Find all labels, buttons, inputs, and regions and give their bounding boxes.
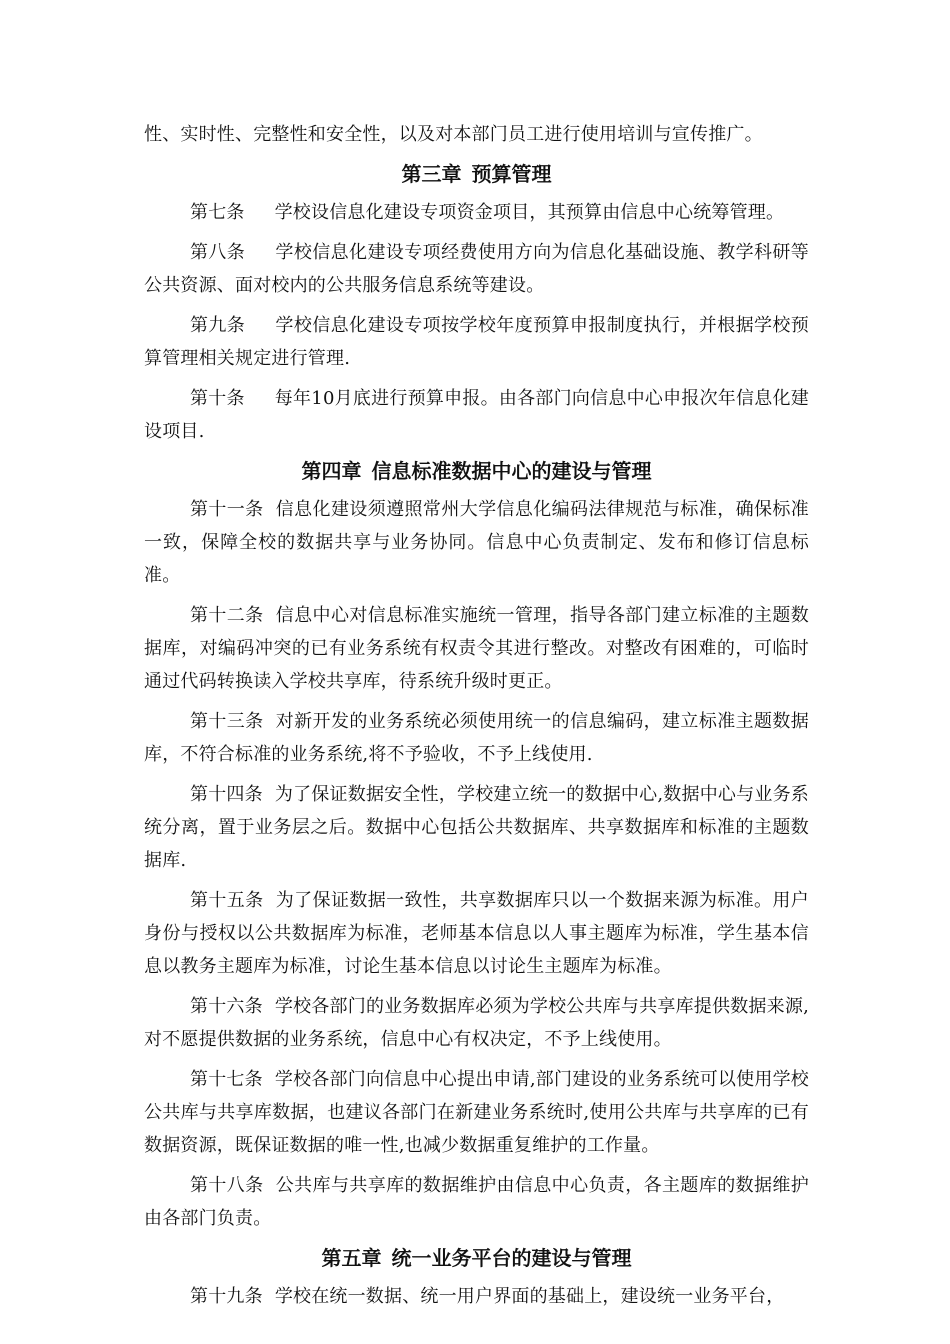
chapter-title: 预算管理 [471,162,552,186]
chapter-number: 第三章 [401,162,462,186]
article-8 [144,236,809,302]
article-17 [144,1063,809,1162]
chapter-5-heading [144,1240,809,1276]
article-number: 第十六条 [190,996,263,1017]
chapter-title: 统一业务平台的建设与管理 [391,1246,632,1270]
article-16 [144,990,809,1056]
article-text: 为了保证数据一致性，共享数据库只以一个数据来源为标准。用户身份与授权以公共数据库为标准，老师基本信息以人事主题库为标准，学生基本信息以教务主题库为标准，讨论生基本信息以讨论生主题库为标准。 [144,890,809,977]
article-9 [144,309,809,375]
chapter-3-heading [144,156,809,192]
article-text: 学校信息化建设专项按学校年度预算申报制度执行，并根据学校预算管理相关规定进行管理. [144,315,809,369]
article-15 [144,884,809,983]
article-18 [144,1169,809,1235]
article-14 [144,778,809,877]
article-text: 学校设信息化建设专项资金项目，其预算由信息中心统筹管理。 [274,202,785,223]
article-text: 对新开发的业务系统必须使用统一的信息编码，建立标准主题数据库，不符合标准的业务系统,将不予验收，不予上线使用. [144,711,809,765]
chapter-4-heading [144,453,809,489]
article-13 [144,705,809,771]
article-11 [144,493,809,592]
chapter-title: 信息标准数据中心的建设与管理 [371,459,652,483]
article-text: 信息化建设须遵照常州大学信息化编码法律规范与标准，确保标准一致，保障全校的数据共享与业务协同。信息中心负责制定、发布和修订信息标准。 [144,499,809,586]
article-number: 第十五条 [190,890,264,911]
article-text: 信息中心对信息标准实施统一管理，指导各部门建立标准的主题数据库，对编码冲突的已有业务系统有权责令其进行整改。对整改有困难的，可临时通过代码转换读入学校共享库，待系统升级时更正。 [144,605,809,692]
article-text: 为了保证数据安全性，学校建立统一的数据中心,数据中心与业务系统分离，置于业务层之后。数据中心包括公共数据库、共享数据库和标准的主题数据库. [144,784,809,871]
document-page [144,118,809,1313]
article-number: 第十四条 [190,784,263,805]
article-number: 第十七条 [190,1069,263,1090]
article-text: 学校信息化建设专项经费使用方向为信息化基础设施、教学科研等公共资源、面对校内的公共服务信息系统等建设。 [144,242,809,296]
article-text: 学校各部门的业务数据库必须为学校公共库与共享库提供数据来源,对不愿提供数据的业务系统，信息中心有权决定，不予上线使用。 [144,996,809,1050]
article-12 [144,599,809,698]
article-text: 学校在统一数据、统一用户界面的基础上，建设统一业务平台， [274,1286,785,1307]
article-number: 第九条 [190,315,246,336]
article-number: 第十八条 [190,1175,264,1196]
article-number: 第十条 [190,388,245,409]
article-text: 公共库与共享库的数据维护由信息中心负责，各主题库的数据维护由各部门负责。 [144,1175,809,1229]
chapter-number: 第四章 [301,459,362,483]
article-number: 第七条 [190,202,245,223]
article-19 [144,1280,809,1313]
intro-paragraph-tail: 性、实时性、完整性和安全性，以及对本部门员工进行使用培训与宣传推广。 [144,124,763,145]
article-text: 学校各部门向信息中心提出申请,部门建设的业务系统可以使用学校公共库与共享库数据，也建议各部门在新建业务系统时,使用公共库与共享库的已有数据资源，既保证数据的唯一性,也减少数据重复维护的工作量。 [144,1069,809,1156]
article-number: 第十一条 [190,499,264,520]
chapter-number: 第五章 [321,1246,382,1270]
article-number: 第八条 [190,242,246,263]
article-number: 第十二条 [190,605,264,626]
article-number: 第十三条 [190,711,264,732]
article-10 [144,382,809,448]
article-number: 第十九条 [190,1286,263,1307]
article-text: 每年10月底进行预算申报。由各部门向信息中心申报次年信息化建设项目. [144,388,809,442]
article-7 [144,196,809,229]
